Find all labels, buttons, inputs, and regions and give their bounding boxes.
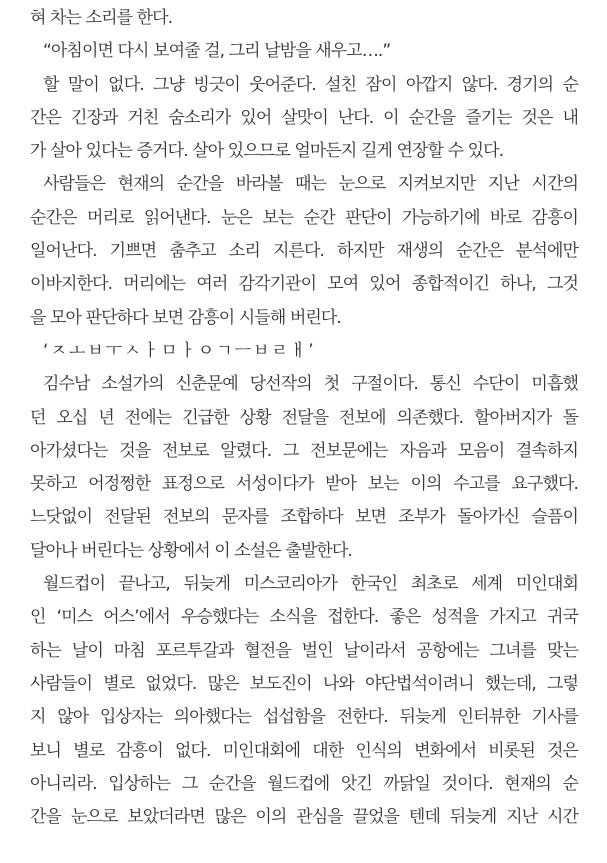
- text-line: 김수남 소설가의 신춘문예 당선작의 첫 구절이다. 통신 수단이 미흡했: [43, 374, 578, 395]
- text-line: 가 살아 있다는 증거다. 살아 있으므로 얼마든지 길게 연장할 수 있다.: [30, 141, 504, 162]
- text-line: 느닷없이 전달된 전보의 문자를 조합하다 보면 조부가 돌아가신 슬픔이: [30, 507, 578, 528]
- text-line: 하는 날이 마침 포르투갈과 혈전을 벌인 날이라서 공항에는 그녀를 맞는: [30, 640, 578, 661]
- text-line: 아니리라. 입상하는 그 순간을 월드컵에 앗긴 까닭일 것이다. 현재의 순: [30, 773, 578, 794]
- text-line: 간을 눈으로 보았더라면 많은 이의 관심을 끌었을 텐데 뒤늦게 지난 시간: [30, 807, 578, 828]
- text-line: 일어난다. 기쁘면 춤추고 소리 지른다. 하지만 재생의 순간은 분석에만: [30, 241, 578, 262]
- text-line: 할 말이 없다. 그냥 빙긋이 웃어준다. 설친 잠이 아깝지 않다. 경기의 순: [43, 74, 578, 95]
- text-line: 이바지한다. 머리에는 여러 감각기관이 모여 있어 종합적이긴 하나, 그것: [30, 274, 578, 295]
- text-line: 달아나 버린다는 상황에서 이 소설은 출발한다.: [30, 540, 352, 561]
- telegram-jamo-line: ‘ㅈㅗㅂㅜㅅㅏㅁㅏㅇㄱㅡㅂㄹㅐ’: [43, 340, 316, 361]
- text-line: 보니 별로 감흥이 없다. 미인대회에 대한 인식의 변화에서 비롯된 것은: [30, 740, 578, 761]
- text-line: 지 않아 입상자는 의아했다는 섭섭함을 전한다. 뒤늦게 인터뷰한 기사를: [30, 707, 578, 728]
- quote-line: “아침이면 다시 보여줄 걸, 그리 날밤을 새우고….”: [43, 41, 391, 62]
- text-line: 던 오십 년 전에는 긴급한 상황 전달을 전보에 의존했다. 할아버지가 돌: [30, 407, 578, 428]
- text-line: 인 ‘미스 어스’에서 우승했다는 소식을 접한다. 좋은 성적을 가지고 귀국: [30, 607, 578, 628]
- document-page: [30, 2, 578, 834]
- text-line: 사람들은 현재의 순간을 바라볼 때는 눈으로 지켜보지만 지난 시간의: [43, 174, 578, 195]
- text-line: 을 모아 판단하다 보면 감흥이 시들해 버린다.: [30, 307, 341, 328]
- text-line: 순간은 머리로 읽어낸다. 눈은 보는 순간 판단이 가능하기에 바로 감흥이: [30, 207, 578, 228]
- text-line: 간은 긴장과 거친 숨소리가 있어 살맛이 난다. 이 순간을 즐기는 것은 내: [30, 107, 578, 128]
- text-line: 사람들이 별로 없었다. 많은 보도진이 나와 야단법석이려니 했는데, 그렇: [30, 673, 578, 694]
- text-line: 월드컵이 끝나고, 뒤늦게 미스코리아가 한국인 최초로 세계 미인대회: [43, 574, 578, 595]
- text-line: 아가셨다는 것을 전보로 알렸다. 그 전보문에는 자음과 모음이 결속하지: [30, 440, 578, 461]
- text-line: 못하고 어정쩡한 표정으로 서성이다가 받아 보는 이의 수고를 요구했다.: [30, 474, 578, 495]
- text-line: 혀 차는 소리를 한다.: [30, 8, 173, 28]
